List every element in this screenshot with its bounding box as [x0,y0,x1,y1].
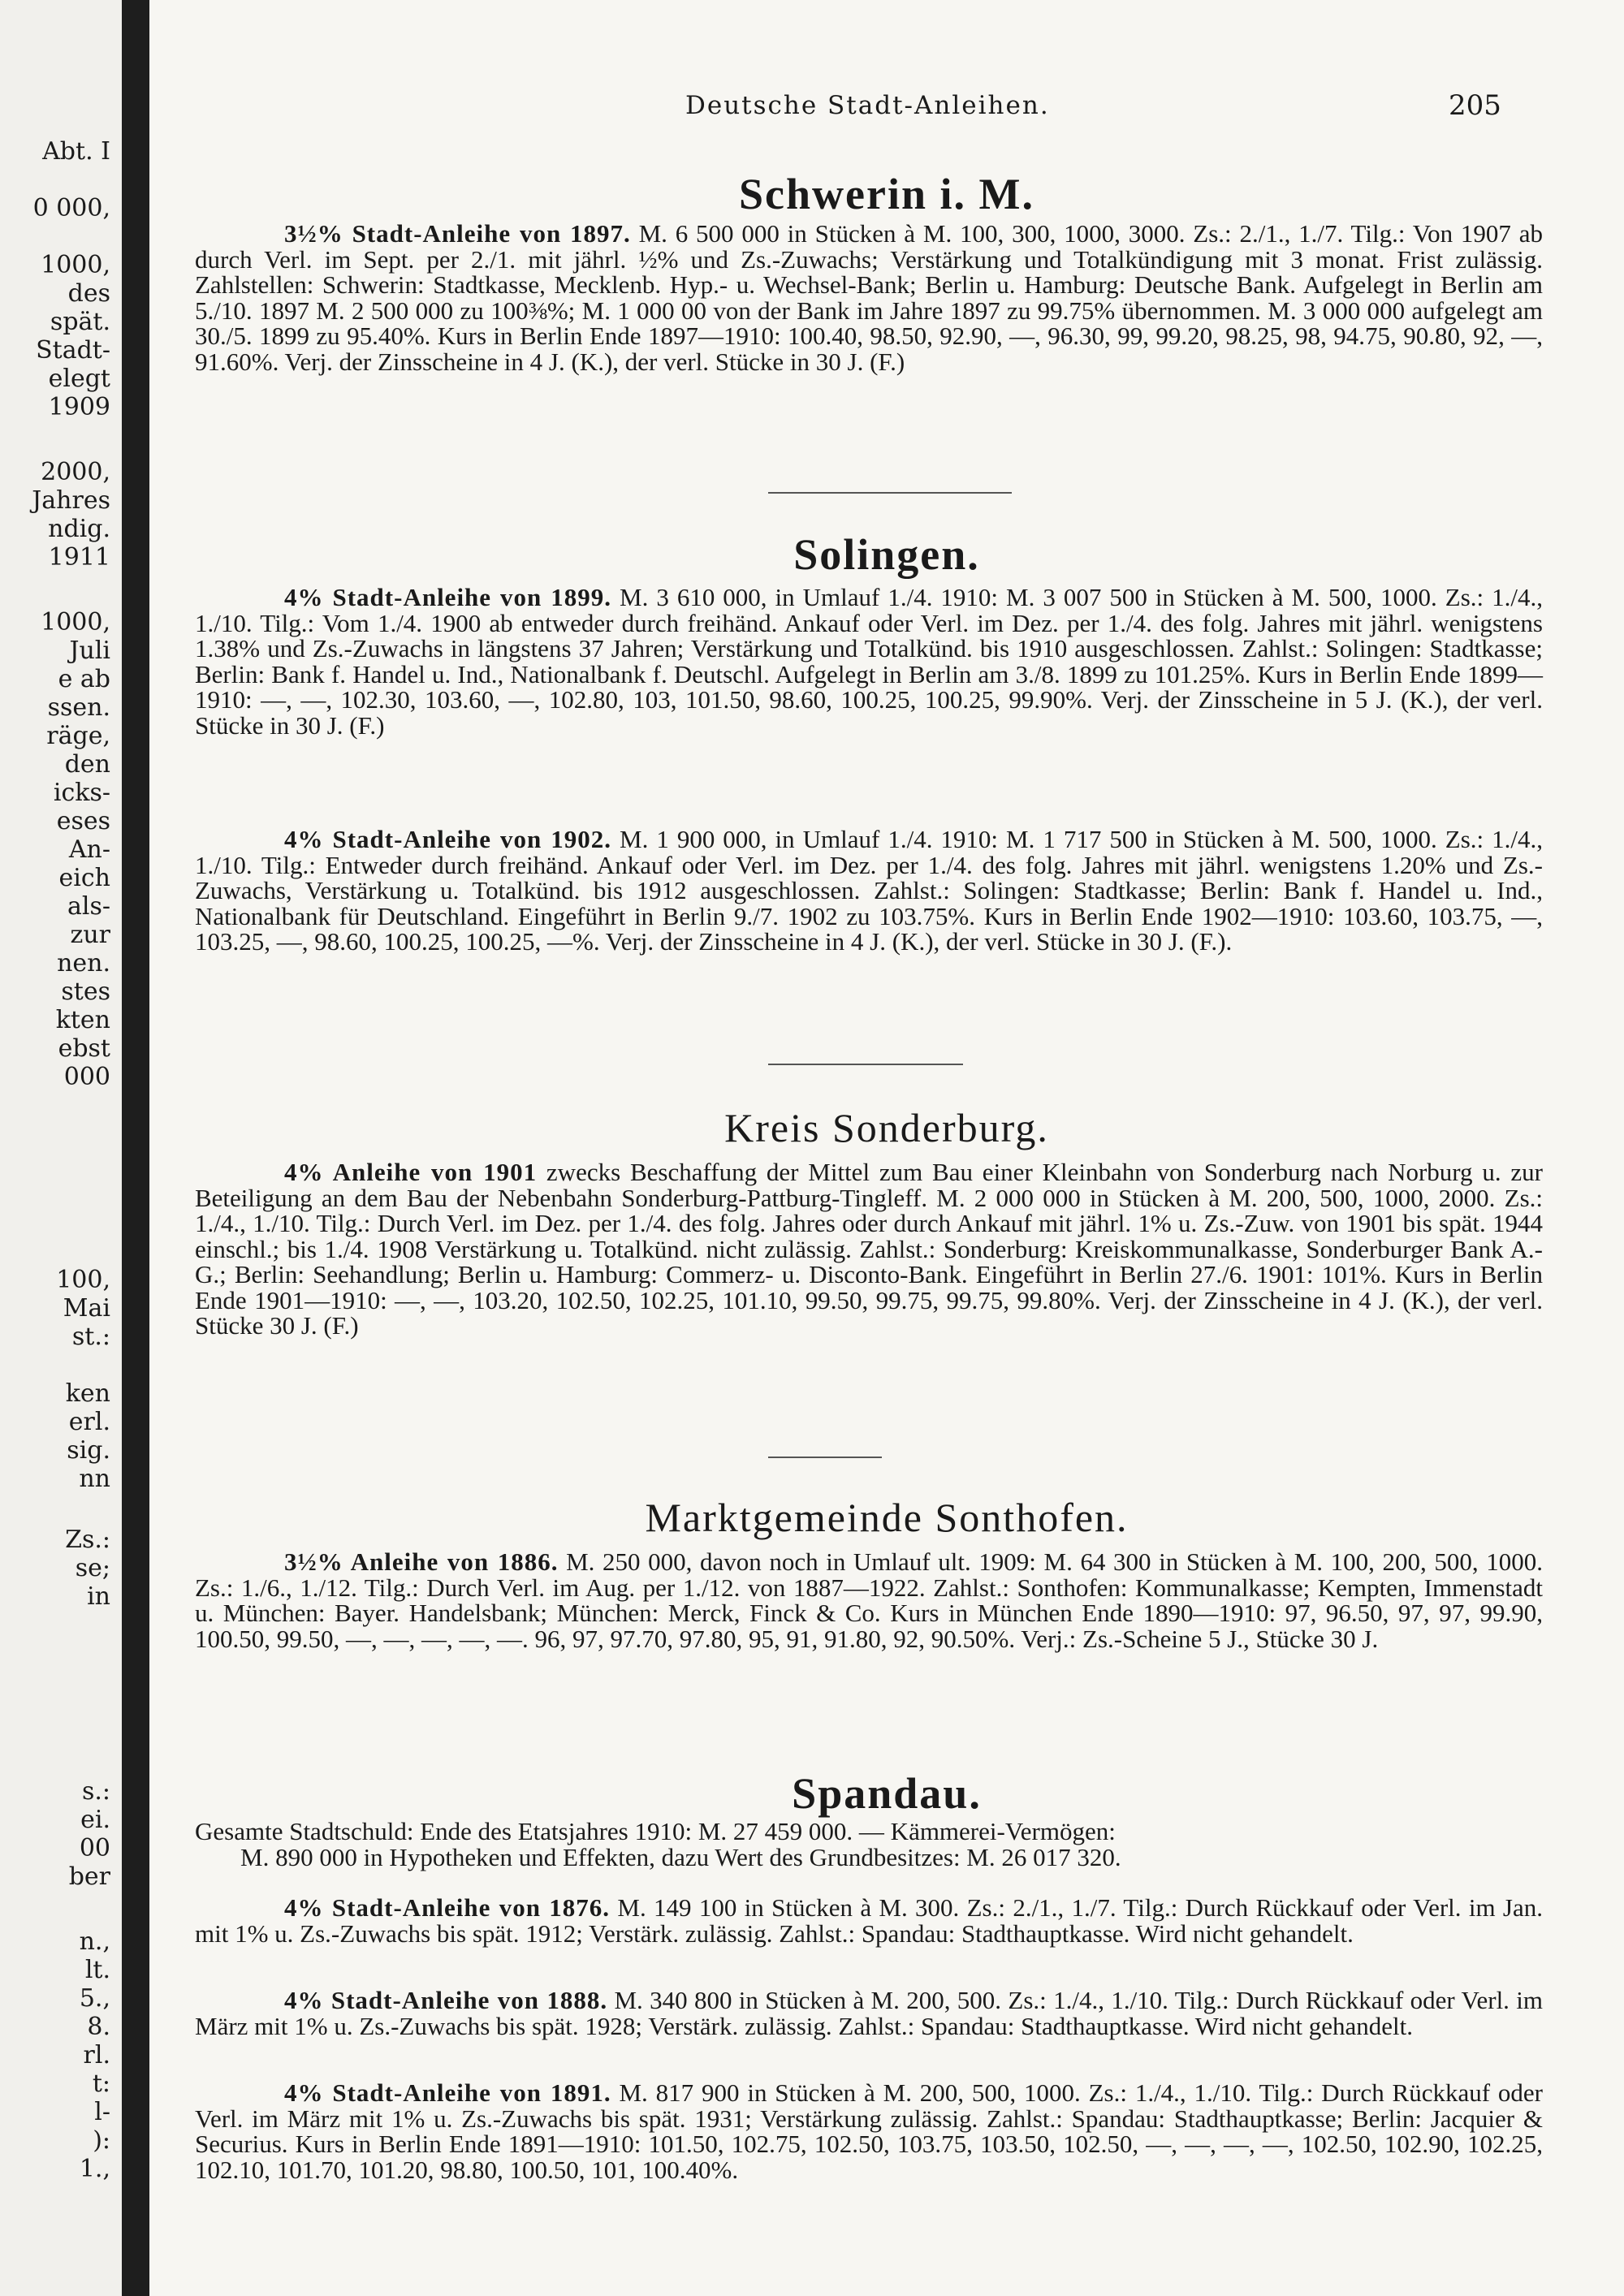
previous-page-fragment: elegt [48,365,110,393]
previous-page-fragment: erl. [68,1408,110,1436]
spandau-intro [195,1819,1543,1870]
previous-page-fragment: ssen. [47,693,110,722]
previous-page-fragment: Juli [69,637,110,665]
previous-page-fragment: 8. [87,2013,110,2041]
previous-page-fragment: 1911 [48,543,110,572]
previous-page-fragment: 5., [79,1984,110,2013]
section-divider [768,1457,882,1458]
previous-page-fragment: rl. [83,2041,110,2069]
previous-page-fragment: eich [58,864,110,892]
previous-page-fragment: 1909 [48,393,110,421]
entry-sonthofen-1886 [195,1549,1543,1651]
entry-solingen-1902 [195,826,1543,955]
previous-page-fragment: nen. [57,949,110,978]
intro-line: M. 890 000 in Hypotheken und Effekten, dazu Wert des Grundbesitzes: M. 26 017 320. [240,1842,1121,1871]
entry-spandau-1891 [195,2080,1543,2182]
previous-page-fragment: eses [56,807,110,835]
entry-heading: 4% Stadt-Anleihe von 1899. [284,583,612,611]
entry-text: M. 340 800 in Stücken à M. 200, 500. Zs.: 1./4., 1./10. Tilg.: Durch Rückkauf oder Verl. im März mit 1% u. Zs.-Zuwachs bis spät. 1928; Verstärk. zulässig. Zahlst.: Spandau: Stadthauptkasse. Wird nicht gehandelt. [195,1986,1543,2040]
previous-page-fragment: e ab [58,665,110,693]
entry-schwerin-1897 [195,221,1543,374]
section-title-spandau: Spandau. [792,1769,982,1818]
previous-page-fragment: st.: [71,1323,110,1351]
page-header [149,91,1624,132]
entry-text: M. 6 500 000 in Stücken à M. 100, 300, 1000, 3000. Zs.: 2./1., 1./7. Tilg.: Von 1907 ab durch Verl. im Sept. per 2./1. mit jährl. ½% und Zs.-Zuwachs; Verstärkung und Totalkündigung mit 3 monat. Frist zulässig. Zahlstellen: Schwerin: Stadtkasse, Mecklenb. Hyp.- u. Wechsel-Bank; Berlin u. Hamburg: Deutsche Bank. Aufgelegt in Berlin am 5./10. 1897 M. 2 500 000 zu 100⅜%; M. 1 000 00 von der Bank im Jahre 1897 zu 99.75% übernommen. M. 3 000 000 aufgelegt am 30./5. 1899 zu 95.40%. Kurs in Berlin Ende 1897—1910: 100.40, 98.50, 92.90, —, 96.30, 99, 99.20, 98.25, 98, 94.75, 90.80, 92, —, 91.60%. Verj. der Zinsscheine in 4 J. (K.), der verl. Stücke in 30 J. (F.) [195,219,1543,376]
previous-page-fragment: ken [65,1379,110,1408]
previous-page-fragment: Stadt- [36,336,110,365]
previous-page-fragment: als- [67,892,110,921]
previous-page-fragment: Abt. I [42,137,110,166]
previous-page-fragment: An- [68,835,110,864]
previous-page-fragment: icks- [53,779,110,807]
previous-page-edge [0,0,122,2296]
entry-spandau-1888 [195,1987,1543,2039]
previous-page-fragment: 0 000, [32,194,110,222]
entry-heading: 4% Stadt-Anleihe von 1902. [284,825,612,853]
intro-line: Gesamte Stadtschuld: Ende des Etatsjahres 1910: M. 27 459 000. — Kämmerei-Vermögen: [195,1817,1116,1845]
previous-page-fragment: nn [79,1465,110,1493]
entry-text: M. 3 610 000, in Umlauf 1./4. 1910: M. 3 007 500 in Stücken à M. 500, 1000. Zs.: 1./4., 1./10. Tilg.: Vom 1./4. 1900 ab entweder durch freihänd. Ankauf oder Verl. im Dez. per 1./4. des folg. Jahres mit jährl. wenigstens 1.38% und Zs.-Zuwachs in längstens 37 Jahren; Verstärkung und Totalkünd. bis 1910 ausgeschlossen. Zahlst.: Solingen: Stadtkasse; Berlin: Bank f. Handel u. Ind., Nationalbank f. Deutschl. Aufgelegt in Berlin am 3./8. 1899 zu 101.25%. Kurs in Berlin Ende 1899—1910: —, —, 102.30, 103.60, —, 102.80, 103, 101.50, 98.60, 100.25, 100.25, 99.90%. Verj. der Zinsscheine in 5 J. (K.), der verl. Stücke in 30 J. (F.) [195,583,1544,740]
previous-page-fragment: l- [94,2098,110,2126]
previous-page-fragment: se; [75,1554,110,1582]
previous-page-fragment: räge, [46,722,110,750]
previous-page-fragment: den [64,750,110,779]
previous-page-fragment: sig. [67,1436,110,1465]
entry-heading: 4% Stadt-Anleihe von 1888. [284,1986,608,2014]
previous-page-fragment: 1., [79,2155,110,2183]
previous-page-fragment: n., [79,1927,110,1956]
entry-text: M. 817 900 in Stücken à M. 200, 500, 1000. Zs.: 1./4., 1./10. Tilg.: Durch Rückkauf oder Verl. im März mit 1% u. Zs.-Zuwachs bis spät. 1931; Verstärkung zulässig. Zahlst.: Spandau: Stadthauptkasse; Berlin: Jacquier & Securius. Kurs in Berlin Ende 1891—1910: 101.50, 102.75, 102.50, 103.75, 103.50, 102.50, —, —, —, —, 102.50, 102.90, 102.25, 102.10, 101.70, 101.20, 98.80, 100.50, 101, 100.40%. [195,2078,1543,2184]
section-title-solingen: Solingen. [793,530,980,579]
previous-page-fragment: 1000, [41,251,110,279]
previous-page-fragment: t: [92,2069,110,2098]
previous-page-fragment: 00 [79,1834,110,1862]
previous-page-fragment: ebst [58,1034,110,1063]
section-title-schwerin: Schwerin i. M. [739,170,1034,218]
previous-page-fragment: zur [70,921,110,949]
previous-page-fragment: ): [93,2126,110,2155]
entry-heading: 3½% Stadt-Anleihe von 1897. [284,219,631,248]
section-divider [768,1064,963,1065]
previous-page-fragment: 100, [56,1266,110,1294]
section-divider [768,492,1012,494]
running-title: Deutsche Stadt-Anleihen. [685,91,1050,120]
previous-page-fragment: 000 [63,1063,110,1091]
previous-page-fragment: kten [55,1006,110,1034]
entry-heading: 4% Anleihe von 1901 [284,1158,538,1186]
section-title-sonderburg: Kreis Sonderburg. [724,1105,1049,1150]
previous-page-fragment: ndig. [48,515,110,543]
entry-heading: 4% Stadt-Anleihe von 1891. [284,2078,611,2107]
entry-text: M. 250 000, davon noch in Umlauf ult. 1909: M. 64 300 in Stücken à M. 100, 200, 500, 1000. Zs.: 1./6., 1./12. Tilg.: Durch Verl. im Aug. per 1./12. von 1887—1922. Zahlst.: Sonthofen: Kommunalkasse; Kempten, Immenstadt u. München: Bayer. Handelsbank; München: Merck, Finck & Co. Kurs in München Ende 1890—1910: 97, 96.50, 97, 97, 99.90, 100.50, 99.50, —, —, —, —, —. 96, 97, 97.70, 97.80, 95, 91, 91.80, 92, 90.50%. Verj.: Zs.-Scheine 5 J., Stücke 30 J. [195,1547,1543,1653]
previous-page-fragment: Mai [63,1294,110,1323]
entry-heading: 4% Stadt-Anleihe von 1876. [284,1893,611,1922]
previous-page-fragment: des [67,279,110,308]
entry-sonderburg-1901 [195,1159,1543,1339]
page-number: 205 [1449,89,1501,122]
previous-page-fragment: lt. [84,1956,110,1984]
entry-text: M. 149 100 in Stücken à M. 300. Zs.: 2./1., 1./7. Tilg.: Durch Rückkauf oder Verl. im Jan. mit 1% u. Zs.-Zuwachs bis spät. 1912; Verstärk. zulässig. Zahlst.: Spandau: Stadthauptkasse. Wird nicht gehandelt. [195,1893,1543,1948]
document-page [149,0,1624,2296]
previous-page-fragment: ei. [80,1806,110,1834]
entry-text: zwecks Beschaffung der Mittel zum Bau einer Kleinbahn von Sonderburg nach Norburg u. zur Beteiligung an dem Bau der Nebenbahn Sonderburg-Pattburg-Tingleff. M. 2 000 000 in Stücken à M. 200, 500, 1000, 2000. Zs.: 1./4., 1./10. Tilg.: Durch Verl. im Dez. per 1./4. des folg. Jahres oder durch Ankauf mit jährl. 1% u. Zs.-Zuw. von 1901 bis spät. 1944 einschl.; bis 1./4. 1908 Verstärkung u. Totalkünd. nicht zulässig. Zahlst.: Sonderburg: Kreiskommunalkasse, Sonderburger Bank A.-G.; Berlin: Seehandlung; Berlin u. Hamburg: Commerz- u. Disconto-Bank. Eingeführt in Berlin 27./6. 1901: 101%. Kurs in Berlin Ende 1901—1910: —, —, 103.20, 102.50, 102.25, 101.10, 99.50, 99.75, 99.75, 99.80%. Verj. der Zinsscheine in 4 J. (K.), der verl. Stücke 30 J. (F.) [195,1158,1544,1340]
previous-page-fragment: spät. [50,308,110,336]
book-gutter [122,0,149,2296]
previous-page-fragment: s.: [81,1777,110,1806]
previous-page-fragment: 1000, [41,608,110,637]
previous-page-fragment: ber [68,1862,110,1891]
entry-text: M. 1 900 000, in Umlauf 1./4. 1910: M. 1 717 500 in Stücken à M. 500, 1000. Zs.: 1./4., 1./10. Tilg.: Entweder durch freihänd. Ankauf oder Verl. im Dez. per 1./4. des folg. Jahres mit jährl. wenigstens 1.20% und Zs.-Zuwachs, Verstärkung u. Totalkünd. bis 1912 ausgeschlossen. Zahlst.: Solingen: Stadtkasse; Berlin: Bank f. Handel u. Ind., Nationalbank für Deutschland. Eingeführt in Berlin 9./7. 1902 zu 103.75%. Kurs in Berlin Ende 1902—1910: 103.60, 103.75, —, 103.25, —, 98.60, 100.25, 100.25, —%. Verj. der Zinsscheine in 4 J. (K.), der verl. Stücke in 30 J. (F.). [195,825,1544,956]
previous-page-fragment: in [87,1582,110,1611]
entry-spandau-1876 [195,1895,1543,1946]
entry-solingen-1899 [195,585,1543,738]
previous-page-fragment: Zs.: [65,1526,110,1554]
section-title-sonthofen: Marktgemeinde Sonthofen. [645,1495,1129,1540]
previous-page-fragment: stes [61,978,110,1006]
entry-heading: 3½% Anleihe von 1886. [284,1547,559,1576]
previous-page-fragment: 2000, [41,458,110,486]
previous-page-fragment: Jahres [32,486,110,515]
